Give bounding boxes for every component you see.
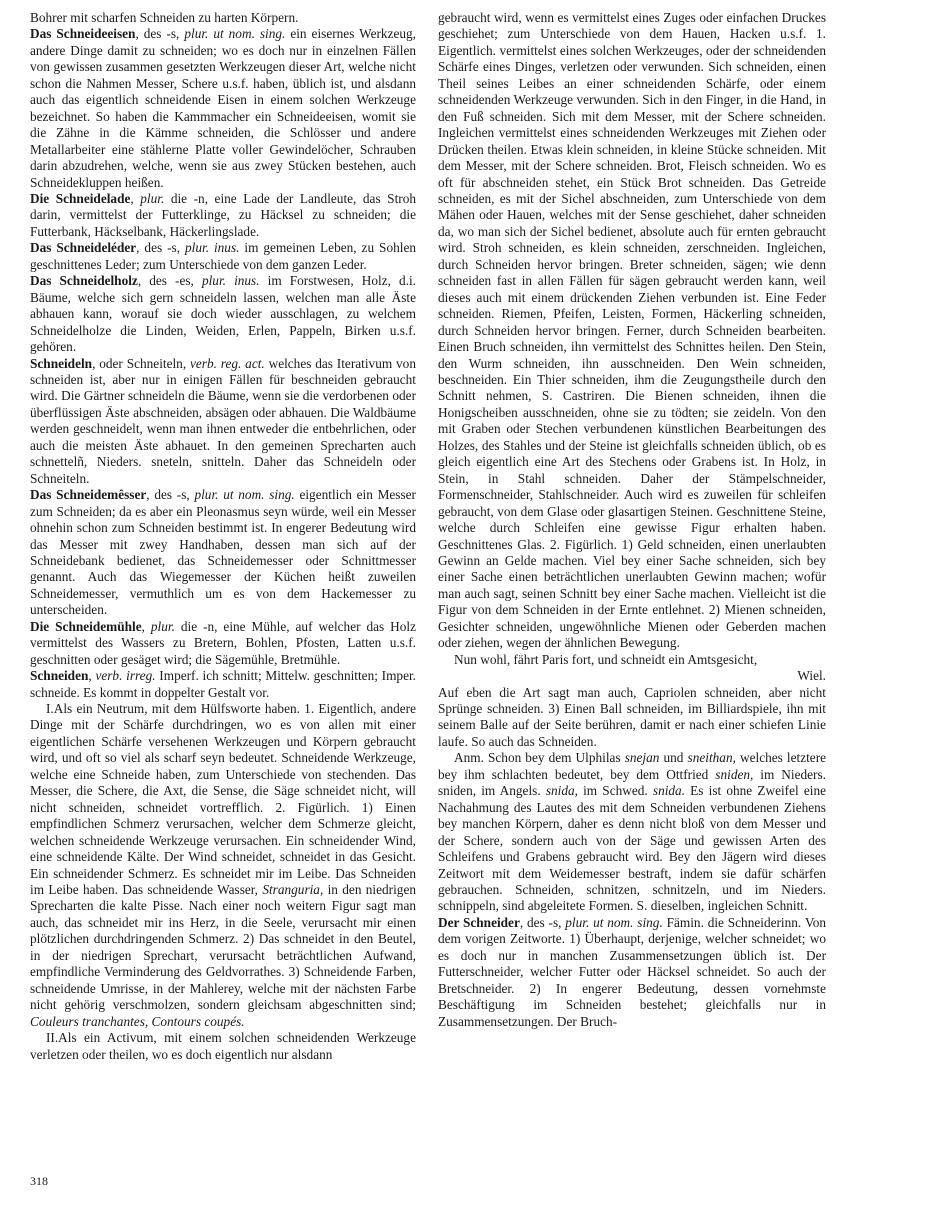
paragraph bbox=[30, 240, 416, 273]
text-run: Bohrer mit scharfen Schneiden zu harten Körpern. bbox=[30, 10, 299, 25]
text-run: im Schwed. bbox=[577, 783, 653, 799]
paragraph bbox=[30, 26, 416, 191]
paragraph bbox=[438, 750, 826, 915]
text-run: und bbox=[659, 750, 688, 766]
paragraph bbox=[30, 1030, 416, 1063]
italic-text: plur. inus. bbox=[201, 273, 260, 289]
text-run: eigentlich ein Messer zum Schneiden; da es aber ein Pleonasmus seyn würde, weil ein Messer ohnehin schon zum Schneiden bestimmt ist. In engerer Bedeutung wird das Messer mit zwey Handhaben, dessen man sich auf der Schneidebank bedienet, das Schneidemesser oder Schnittmesser genannt. Auch das Wiegemesser der Küchen heißt zuweilen Schneidemesser, vermuthlich um es von dem Hackemesser zu unterscheiden. bbox=[30, 487, 416, 618]
text-run: Fämin. die Schneiderinn. Von dem vorigen Zeitworte. 1) Überhaupt, derjenige, welcher schneidet; wo es doch nur in manchen Zusammensetzungen üblich ist. Der Futterschneider, welcher Futter oder Häcksel schneidet. So auch der Bretschneider. 2) In engerer Bedeutung, dessen vornehmste Beschäftigung im Schneiden bestehet; gleichfalls nur in Zusammensetzungen. Der Bruch- bbox=[438, 914, 827, 1029]
paragraph bbox=[30, 487, 416, 619]
italic-text: plur. ut nom. sing. bbox=[194, 487, 295, 503]
italic-text: verb. irreg. bbox=[95, 668, 156, 684]
paragraph bbox=[438, 10, 826, 652]
paragraph bbox=[438, 915, 826, 1030]
text-run: die -n, eine Mühle, auf welcher das Holz vermittelst des Wassers zu Bretern, Bohlen, Pfosten, Latten u.s.f. geschnitten oder gesäget wird; die Sägemühle, Bretmühle. bbox=[30, 618, 417, 667]
headword: Schneiden bbox=[30, 668, 89, 684]
text-run: Wiel. bbox=[797, 668, 826, 684]
paragraph bbox=[30, 701, 416, 1030]
italic-text: plur. ut nom. sing. bbox=[565, 914, 663, 930]
italic-text: Stranguria, bbox=[262, 882, 324, 898]
text-run: , des -s, bbox=[135, 26, 185, 42]
italic-text: sniden, bbox=[715, 766, 754, 782]
left-column bbox=[30, 10, 416, 1063]
paragraph bbox=[30, 191, 416, 240]
paragraph bbox=[438, 685, 826, 751]
text-run: Nun wohl, fährt Paris fort, und schneidt ein Amtsgesicht, bbox=[454, 651, 758, 667]
paragraph bbox=[438, 652, 826, 668]
headword: Das Schneidemêsser bbox=[30, 487, 147, 503]
headword: Die Schneidemühle bbox=[30, 618, 142, 634]
paragraph bbox=[30, 273, 416, 355]
italic-text: Couleurs tranchantes, Contours coupés. bbox=[30, 1013, 245, 1029]
text-run: , des -s, bbox=[136, 240, 185, 256]
text-run: die -n, eine Lade der Landleute, das Stroh darin, vermittelst der Futterklinge, zu Häcksel zu schneiden; die Futterbank, Häckselbank, Häckerlingslade. bbox=[30, 190, 416, 239]
headword: Das Schneideléder bbox=[30, 240, 137, 256]
text-run: Es ist ohne Zweifel eine Nachahmung des Lautes des mit dem Schneiden verbundenen Ziehens bey manchen Körpern, daher es denn nicht bloß von dem Messer und der Schere, sondern auch von der Säge und gewissen Arten des Schleifens und Grabens gebraucht wird. Bey den Jägern wird dieses Zeitwort mit dem Weidemesser bestraft, indem sie dafür schärfen gebrauchen. Schneiden, schnitzen, schnitzeln, und im Nieders. schnippeln, sind abgeleitete Formen. S. dieselben, ingleichen Schnitt. bbox=[438, 783, 827, 914]
italic-text: plur. bbox=[150, 618, 175, 634]
text-run: gebraucht wird, wenn es vermittelst eines Zuges oder einfachen Druckes geschiehet; zum Unterschiede von dem Hauen, Hacken u.s.f. 1. Eigentlich. vermittelst eines solchen Werkzeuges, oder der schneidenden Schärfe eines Dinges, verletzen oder verwunden. Sich schneiden, einen Theil seines Leibes an einer schneidenden Schärfe, oder einem schneidenden Werkzeuge verwunden. Sich in den Finger, in die Hand, in den Fuß schneiden. Sich mit dem Messer, mit der Schere schneiden. Ingleichen vermittelst eines schneidenden Werkzeuges mit Ziehen oder Drücken theilen. Etwas klein schneiden, in kleine Stücke schneiden. Mit dem Messer, mit der Schere schneiden. Brot, Fleisch schneiden. Wo es oft für abschneiden stehet, ein Stück Brot schneiden. Das Getreide schneiden, es mit der Sichel abschneiden, zum Unterschiede von dem Mähen oder Hauen, welches mit der Sense geschiehet, daher schneiden da, wo man sich der Sichel bedienet, absolute auch für ernten gebraucht wird. Stroh schneiden, es klein schneiden, zerschneiden. Ingleichen, durch Schneiden hervor bringen. Breter schneiden, sägen; wie denn schneiden fast in allen Fällen für sägen gebraucht werden kann, weil dieses auch mit einem drückenden Ziehen verbunden ist. Eine Feder schneiden. Riemen, Pfeifen, Leisten, Formen, Häckerling schneiden, durch Schneiden hervor bringen. Ferner, durch Schneiden bearbeiten. Einen Bruch schneiden, ihn vermittelst des Schnittes heilen. Den Stein, den Wurm schneiden, ihn ausschneiden. Den Wein schneiden, beschneiden. Ein Thier schneiden, ihm die Zeugungstheile durch den Schnitt nehmen, S. Castriren. Die Bienen schneiden, ihnen die Honigscheiben ausschneiden, ohne sie zu tödten; sie zeideln. Von den mit Graben oder Stechen verbundenen künstlichen Bearbeitungen des Holzes, des Stahles und der Steine ist gleichfalls schneiden üblich, ob es gleich eigentlich eine Art des Stechens oder Grabens ist. In Holz, in Stein, in Stahl schneiden. Daher der Stämpelschneider, Formenschneider, Stahlschneider. Auch wird es zuweilen für schleifen gebraucht, von dem Glase oder glasartigen Steinen. Geschnittene Steine, welche durch Schleifen eine gewisse Figur erhalten haben. Geschnittenes Glas. 2. Figürlich. 1) Geld schneiden, einen unerlaubten Gewinn an Gelde machen. Viel bey einer Sache schneiden, sich bey einer Sache einen beträchtlichen unerlaubten Gewinn machen; wofür man auch sagt, seinen Schnitt bey einer Sache machen. Vielleicht ist die Figur von dem Schneiden in der Ernte entlehnet. 2) Mienen schneiden, Gesichter schneiden, ungewöhnliche Mienen oder Geberden machen oder ziehen, wegen der ähnlichen Bewegung. bbox=[438, 10, 826, 651]
text-run: , bbox=[130, 190, 141, 206]
text-run: Imperf. ich schnitt; Mittelw. geschnitten; Imper. schneide. Es kommt in doppelter Gestalt vor. bbox=[30, 668, 416, 700]
italic-text: verb. reg. act. bbox=[190, 355, 265, 371]
italic-text: plur. inus. bbox=[185, 240, 240, 256]
italic-text: sneithan, bbox=[687, 750, 736, 766]
page-number: 318 bbox=[30, 1174, 48, 1188]
text-run: , des -s, bbox=[519, 914, 566, 930]
text-run: im gemeinen Leben, zu Sohlen geschnittenes Leder; zum Unterschiede von dem ganzen Leder. bbox=[30, 240, 416, 272]
text-run: , oder Schneiteln, bbox=[92, 355, 190, 371]
text-run: welches letztere bey ihm schlachten bedeutet, bey dem Ottfried bbox=[438, 750, 827, 782]
italic-text: snida, bbox=[545, 783, 578, 799]
paragraph bbox=[30, 356, 416, 488]
paragraph bbox=[30, 668, 416, 701]
headword: Schneideln bbox=[30, 355, 93, 371]
text-run: , des -s, bbox=[146, 487, 195, 503]
text-run: welches das Iterativum von schneiden ist, aber nur in einigen Fällen für beschneiden gebraucht wird. Die Gärtner schneideln die Bäume, wenn sie die verdorbenen oder überflüssigen Äste abschneiden, absägen oder abhauen. Die Waldbäume werden geschneidelt, wenn man ihnen entweder die entbehrlichen, oder auch die meisten Äste abhauet. In den gemeinen Sprecharten auch schnettelñ, Nieders. sneteln, snitteln. Daher das Schneideln oder Schneiteln. bbox=[30, 355, 416, 486]
headword: Das Schneideeisen bbox=[30, 26, 136, 42]
italic-text: snejan bbox=[624, 750, 660, 766]
text-run: I.Als ein Neutrum, mit dem Hülfsworte haben. 1. Eigentlich, andere Dinge mit der Schärfe durchdringen, wo es von allen mit einer eigentlichen Schärfe versehenen Werkzeugen und Körpern gebraucht wird, und oft so viel als scharf seyn bedeutet. Schneidende Werkzeuge, welche eine Schneide haben, zum Unterschiede von stechenden. Das Messer, die Schere, die Axt, die Sense, die Säge schneidet nicht, will nicht schneiden, schneidet vortrefflich. 2. Figürlich. 1) Einen empfindlichen Schmerz verursachen, welcher dem Schmerze gleicht, welchen schneidende Werkzeuge verursachen. Ein schneidender Wind, eine schneidende Kälte. Der Wind schneidet, schneidet in das Gesicht. Ein schneidender Schmerz. Es schneidet mir im Leibe. Das Schneiden im Leibe haben. Das schneidende Wasser, bbox=[30, 701, 416, 898]
paragraph bbox=[438, 668, 826, 684]
text-run: ein eisernes Werkzeug, andere Dinge damit zu schneiden; wo es doch nur in einzelnen Fällen von gewissen zusammen gesetzten Werkzeugen dieser Art, welche nicht schon die Nahmen Messer, Schere u.s.f. haben, üblich ist, und alsdann auch das eigentlich schneidende Eisen in einem solchen Werkzeuge bezeichnet. So haben die Kammmacher ein Schneideeisen, womit sie die Zähne in die Kämme schneiden, die Schlösser und andere Metallarbeiter eine stählerne Platte voller Gewindelöcher, Schrauben darin abzudrehen, welche, wenn sie aus zwey Stücken bestehen, auch Schneidekluppen heißen. bbox=[30, 26, 416, 190]
headword: Der Schneider bbox=[438, 914, 520, 930]
headword: Das Schneidelholz bbox=[30, 273, 138, 289]
paragraph bbox=[30, 10, 416, 26]
text-run: im Forstwesen, Holz, d.i. Bäume, welche sich gern schneideln lassen, welchen man alle Äste abhauen kann, worauf sie doch wieder ausschlagen, zu welchem Schneidelholze die Linden, Weiden, Erlen, Pappeln, Birken u.s.f. gehören. bbox=[30, 273, 416, 355]
italic-text: plur. ut nom. sing. bbox=[184, 26, 286, 42]
italic-text: snida. bbox=[652, 783, 686, 799]
text-run: Auf eben die Art sagt man auch, Capriolen schneiden, aber nicht Sprünge schneiden. 3) Einen Ball schneiden, im Billiardspiele, ihn mit seinem Balle auf der Seite berühren, damit er nach einer schiefen Linie laufe. So auch das Schneiden. bbox=[438, 684, 826, 749]
right-column bbox=[438, 10, 826, 1030]
text-run: II.Als ein Activum, mit einem solchen schneidenden Werkzeuge verletzen oder theilen, wo es doch eigentlich nur alsdann bbox=[30, 1030, 416, 1062]
italic-text: plur. bbox=[140, 190, 165, 206]
text-run: , bbox=[88, 668, 96, 684]
text-run: , des -es, bbox=[137, 273, 202, 289]
paragraph bbox=[30, 619, 416, 668]
text-run: , bbox=[141, 618, 151, 634]
text-run: Anm. Schon bey dem Ulphilas bbox=[454, 750, 625, 766]
headword: Die Schneidelade bbox=[30, 190, 131, 206]
text-run: im Nieders. sniden, im Angels. bbox=[438, 766, 826, 799]
text-run: in den niedrigen Sprecharten die kalte Pisse. Nach einer noch weitern Figur sagt man auch, das schneidet mir ins Herz, in die Seele, verursacht mir einen plötzlichen durchdringenden Schmerz. 2) Das schneidet in den Beutel, in der niedrigen Sprechart, verursacht beträchtlichen Aufwand, empfindliche Verminderung des Geldvorrathes. 3) Schneidende Farben, schneidende Umrisse, in der Mahlerey, welche mit der nächsten Farbe nicht gehörig verschmolzen, sondern gleichsam abgeschnitten sind; bbox=[30, 882, 416, 1013]
